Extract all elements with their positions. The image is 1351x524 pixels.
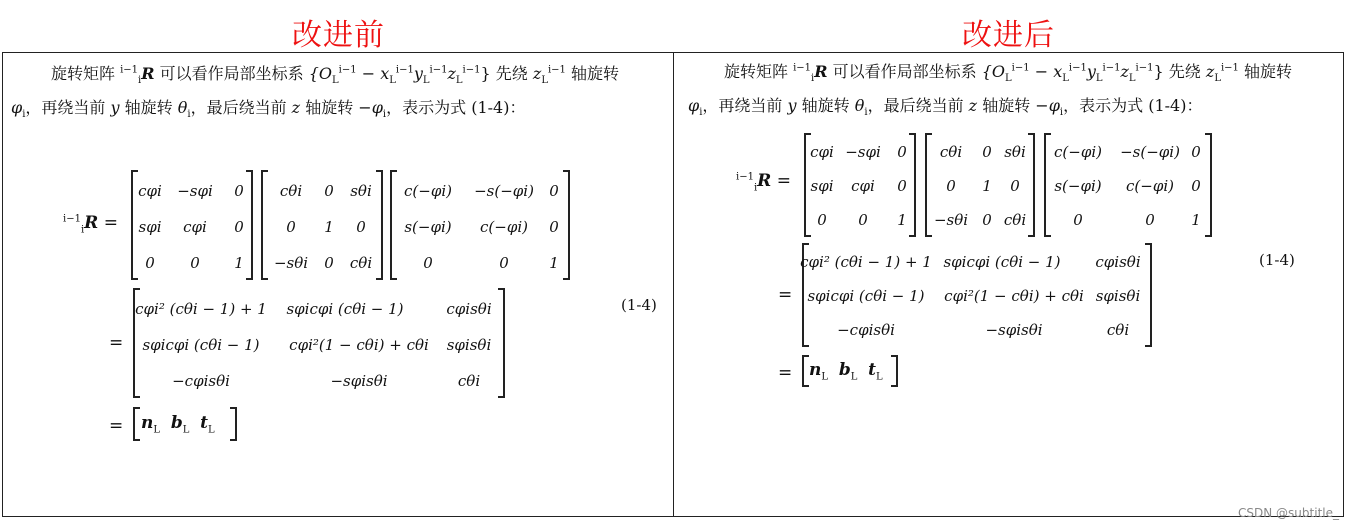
matrix-theta-2: cθi 0 sθi 0 1 0 −sθi 0 cθi xyxy=(925,133,1035,237)
paragraph-line-2: $\varphi_i$，再绕当前 y 轴旋转 $\theta_i$，最后绕当前 z 轴旋转 $-\varphi_i$，表示为式 (1-4)： xyxy=(688,96,1203,119)
matrix-phi-1: cφi −sφi 0 sφi cφi 0 0 0 1 xyxy=(131,170,253,280)
matrix-phi-2: cφi −sφi 0 sφi cφi 0 0 0 1 xyxy=(804,133,916,237)
equals-2: = xyxy=(109,333,124,353)
rotation-matrix-lhs: $^{i-1}_i$R = xyxy=(736,171,791,194)
title-after: 改进后 xyxy=(962,18,1055,53)
csdn-watermark: CSDN @subtitle_ xyxy=(1238,506,1339,520)
matrix-neg-phi-1: c(−φi) −s(−φi) 0 s(−φi) c(−φi) 0 0 0 1 xyxy=(390,170,570,280)
equals-2: = xyxy=(778,285,793,305)
matrix-product-2: cφi² (cθi − 1) + 1 sφicφi (cθi − 1) cφisθi sφicφi (cθi − 1) cφi²(1 − cθi) + cθi sφisθi −cφisθi −sφisθi cθi xyxy=(802,243,1152,347)
nbt-vector: $n_L$ $b_L$ $t_L$ xyxy=(133,407,237,441)
title-before: 改进前 xyxy=(292,18,385,53)
equation-number: (1-4) xyxy=(1259,251,1295,269)
nbt-vector: $n_L$ $b_L$ $t_L$ xyxy=(802,355,898,387)
paragraph-line-1: 旋转矩阵 $^{i-1}_i$R 可以看作局部坐标系 $\{O_L^{i-1} - x_L^{i-1}y_L^{i-1}z_L^{i-1}\}$ 先绕 $z_L^{i-1}$ 轴旋转 xyxy=(724,62,1292,85)
equals-3: = xyxy=(109,416,124,436)
matrix-theta-1: cθi 0 sθi 0 1 0 −sθi 0 cθi xyxy=(261,170,383,280)
equation-number: (1-4) xyxy=(621,296,657,314)
paragraph-line-1: 旋转矩阵 $^{i-1}_i$R 可以看作局部坐标系 $\{O_L^{i-1} - x_L^{i-1}y_L^{i-1}z_L^{i-1}\}$ 先绕 $z_L^{i-1}$ 轴旋转 xyxy=(51,64,619,87)
panel-after xyxy=(673,52,1344,517)
matrix-product-1: cφi² (cθi − 1) + 1 sφicφi (cθi − 1) cφisθi sφicφi (cθi − 1) cφi²(1 − cθi) + cθi sφisθi −cφisθi −sφisθi cθi xyxy=(133,288,505,398)
matrix-neg-phi-2: c(−φi) −s(−φi) 0 s(−φi) c(−φi) 0 0 0 1 xyxy=(1044,133,1212,237)
rotation-matrix-lhs: $^{i-1}_i$R = xyxy=(63,213,118,236)
panel-before xyxy=(2,52,674,517)
paragraph-line-2: $\varphi_i$，再绕当前 y 轴旋转 $\theta_i$，最后绕当前 z 轴旋转 $-\varphi_i$，表示为式 (1-4)： xyxy=(11,98,526,121)
equals-3: = xyxy=(778,363,793,383)
